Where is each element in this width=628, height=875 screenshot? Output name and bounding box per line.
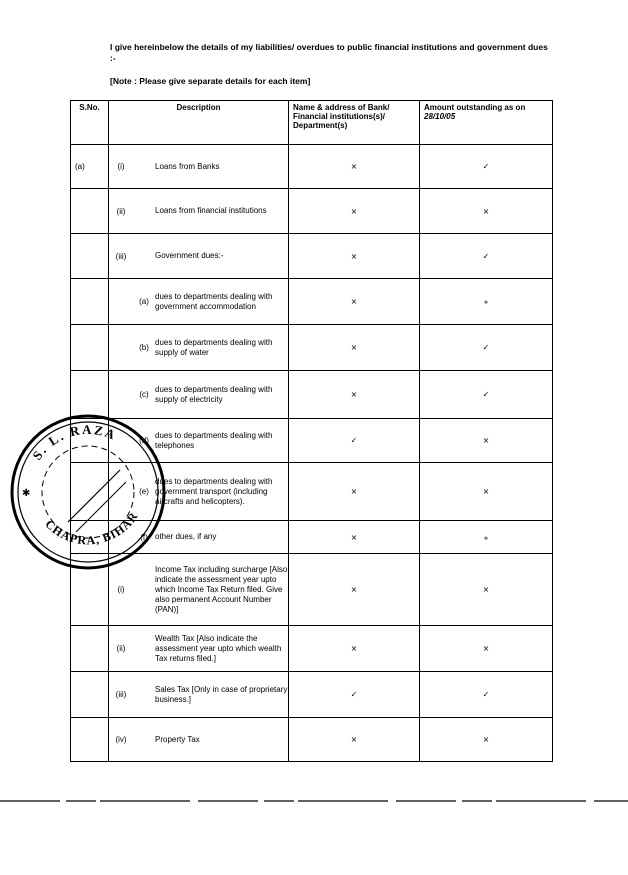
row-number: (iii): [115, 251, 127, 261]
cell-name-mark: ×: [289, 718, 420, 762]
cell-name-mark: ×: [289, 626, 420, 672]
cell-sno: [71, 234, 109, 279]
cell-sno: [71, 718, 109, 762]
table-row: [71, 325, 553, 371]
cell-sno: [71, 626, 109, 672]
cell-name-mark: ×: [289, 325, 420, 371]
table-row: [71, 718, 553, 762]
row-number: (iii): [115, 690, 127, 699]
row-description: dues to departments dealing with supply of water: [155, 337, 273, 357]
row-sub-letter: (f): [140, 532, 148, 542]
row-description: dues to departments dealing with telephones: [155, 430, 273, 450]
table-row: [71, 234, 553, 279]
cell-amount-mark: ✓: [420, 371, 553, 419]
header-amount: [420, 101, 553, 145]
row-number: (ii): [116, 206, 126, 216]
cell-name-mark: ×: [289, 189, 420, 234]
cell-amount-mark: ✓: [420, 672, 553, 718]
cell-amount-mark: ⁎: [420, 279, 553, 325]
row-description: other dues, if any: [155, 532, 217, 541]
header-description: Description: [109, 101, 289, 145]
row-description: dues to departments dealing with government transport (including aircrafts and helicopters).: [155, 476, 273, 506]
cell-amount-mark: ×: [420, 419, 553, 463]
cell-description: [109, 279, 289, 325]
row-sub-letter: (a): [139, 297, 149, 306]
row-description: dues to departments dealing with government accommodation: [155, 291, 273, 311]
row-number: (ii): [116, 644, 126, 653]
official-seal-stamp: [8, 412, 168, 572]
row-description: Loans from Banks: [155, 161, 220, 171]
row-description: Sales Tax [Only in case of proprietary business.]: [155, 684, 288, 704]
cell-amount-mark: ×: [420, 463, 553, 521]
row-description: Property Tax: [155, 734, 200, 744]
table-row: [71, 189, 553, 234]
cell-description: [109, 145, 289, 189]
row-number: (iv): [115, 735, 127, 744]
stamp-star-icon: ✱: [22, 488, 31, 499]
cell-sno: [71, 672, 109, 718]
row-description: Loans from financial institutions: [155, 206, 267, 215]
cell-name-mark: ✓: [289, 672, 420, 718]
cell-description: [109, 325, 289, 371]
cell-description: [109, 718, 289, 762]
row-sub-letter: (d): [139, 436, 149, 445]
cell-name-mark: ×: [289, 554, 420, 626]
row-sub-letter: (b): [139, 343, 149, 352]
table-row: [71, 672, 553, 718]
intro-text: I give hereinbelow the details of my liabilities/ overdues to public financial institutions and government dues :-: [110, 42, 548, 63]
row-description: dues to departments dealing with supply of electricity: [155, 384, 273, 404]
cell-amount-mark: ✓: [420, 145, 553, 189]
cell-amount-mark: ×: [420, 718, 553, 762]
cell-sno: [71, 325, 109, 371]
table-row: [71, 626, 553, 672]
cell-name-mark: ×: [289, 234, 420, 279]
row-number: (i): [117, 162, 125, 171]
row-description: Wealth Tax [Also indicate the assessment year upto which wealth Tax returns filed.]: [155, 633, 282, 663]
cell-name-mark: ×: [289, 371, 420, 419]
cell-sno: [71, 279, 109, 325]
header-amount-prefix: Amount outstanding as on: [424, 103, 526, 112]
stamp-text-top: S. L. RAZA: [29, 421, 120, 463]
row-sub-letter: (e): [139, 487, 149, 496]
row-description: Income Tax including surcharge [Also indicate the assessment year upto which Income Tax Return filed. Give also permanent Account Number (PAN)]: [155, 564, 288, 614]
cell-name-mark: ×: [289, 145, 420, 189]
footer-rule: [0, 800, 628, 802]
cell-description: [109, 234, 289, 279]
cell-name-mark: ×: [289, 279, 420, 325]
row-number: (i): [117, 585, 125, 594]
stamp-text-bottom: CHAPRA, BIHAR: [42, 509, 141, 548]
cell-description: [109, 189, 289, 234]
cell-sno: (a): [71, 145, 109, 189]
table-row: [71, 279, 553, 325]
cell-name-mark: ×: [289, 521, 420, 554]
cell-amount-mark: ✓: [420, 234, 553, 279]
header-sno: S.No.: [71, 101, 109, 145]
cell-amount-mark: ✓: [420, 325, 553, 371]
cell-description: [109, 672, 289, 718]
cell-description: [109, 626, 289, 672]
cell-sno: [71, 189, 109, 234]
table-row: [71, 145, 553, 189]
header-name-address: Name & address of Bank/ Financial institutions(s)/ Department(s): [289, 101, 420, 145]
cell-amount-mark: ×: [420, 626, 553, 672]
note-text: [Note : Please give separate details for each item]: [110, 76, 311, 86]
header-amount-date: 28/10/05: [424, 112, 456, 121]
row-description: Government dues:-: [155, 251, 224, 260]
cell-name-mark: ✓: [289, 419, 420, 463]
cell-amount-mark: ×: [420, 189, 553, 234]
cell-amount-mark: ×: [420, 554, 553, 626]
table-header-row: [71, 101, 553, 145]
cell-name-mark: ×: [289, 463, 420, 521]
row-sub-letter: (c): [139, 390, 149, 399]
cell-amount-mark: ⁎: [420, 521, 553, 554]
